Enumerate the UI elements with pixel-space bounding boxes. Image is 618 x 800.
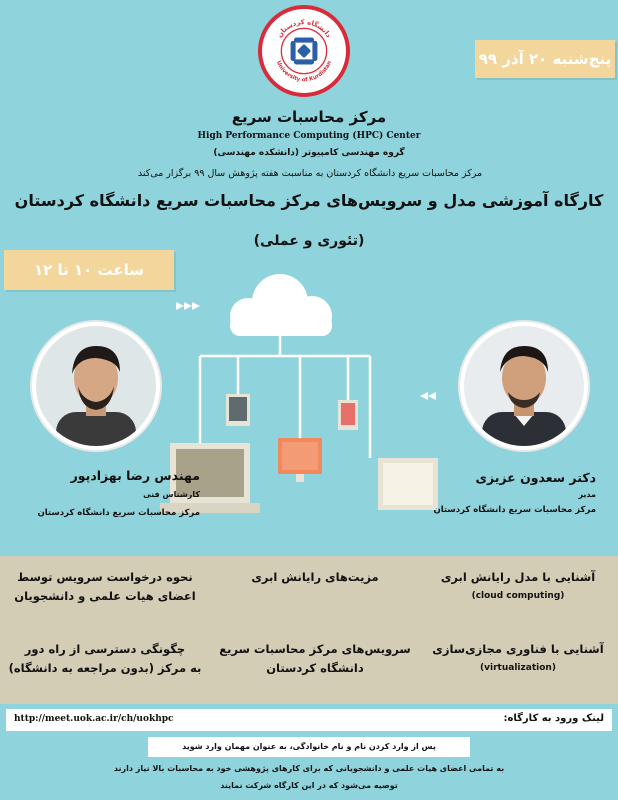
speaker-right-name: دکتر سعدون عزیزی [475, 470, 596, 485]
topic-services-line1: سرویس‌های مرکز محاسبات سریع [219, 642, 411, 656]
university-seal-icon [262, 9, 346, 93]
topics-panel [0, 556, 618, 704]
topic-advantages-label: مزیت‌های رایانش ابری [251, 570, 379, 584]
topic-virtualization-label: آشنایی با فناوری مجازی‌سازی [432, 642, 604, 656]
workshop-title: کارگاه آموزشی مدل و سرویس‌های مرکز محاسبات سریع دانشگاه کردستان [14, 191, 604, 210]
topic-virtualization [418, 640, 618, 678]
phone-icon [338, 400, 358, 430]
guest-login-note: پس از وارد کردن نام و نام خانوادگی، به عنوان مهمان وارد شوید [148, 737, 470, 757]
date-badge: پنج‌شنبه ۲۰ آذر ۹۹ [475, 40, 615, 78]
topic-cloud-en: (cloud computing) [471, 591, 565, 601]
department: گروه مهندسی کامپیوتر (دانشکده مهندسی) [213, 148, 405, 158]
person-icon [464, 326, 584, 446]
speaker-right-photo [460, 322, 588, 450]
topic-advantages [210, 568, 420, 587]
speaker-left-name: مهندس رضا بهزادپور [70, 468, 200, 483]
topic-virtualization-en: (virtualization) [480, 663, 556, 673]
speaker-left-photo [32, 322, 160, 450]
cloud-network-illustration [150, 268, 450, 548]
tablet-icon [226, 394, 250, 426]
center-name-english: High Performance Computing (HPC) Center [197, 131, 421, 141]
time-badge: ساعت ۱۰ تا ۱۲ [4, 250, 174, 290]
topic-cloud [418, 568, 618, 606]
link-label: لینک ورود به کارگاه: [503, 713, 604, 724]
person-icon [36, 326, 156, 446]
speaker-left-org: مرکز محاسبات سریع دانشگاه کردستان [37, 508, 200, 518]
topic-request-line1: نحوه درخواست سرویس توسط [17, 570, 193, 584]
link-bar [6, 709, 612, 731]
recommendation-line1: به تمامی اعضای هیات علمی و دانشجویانی که برای کارهای پژوهشی خود به محاسبات بالا نیاز دارند [113, 764, 505, 773]
intro-text: مرکز محاسبات سریع دانشگاه کردستان به مناسبت هفته پژوهش سال ۹۹ برگزار می‌کند [137, 168, 483, 179]
meeting-link[interactable]: http://meet.uok.ac.ir/ch/uokhpc [14, 714, 174, 724]
topic-request [0, 568, 210, 606]
monitor-icon [278, 438, 322, 482]
workshop-subtitle: (تئوری و عملی) [253, 233, 365, 249]
university-logo [258, 5, 350, 97]
topic-services-line2: دانشگاه کردستان [266, 661, 364, 675]
topic-services [210, 640, 420, 678]
center-name: مرکز محاسبات سریع [231, 108, 387, 126]
speaker-right-role: مدیر [578, 490, 596, 499]
topic-request-line2: اعضای هیات علمی و دانشجویان [14, 589, 196, 603]
topic-cloud-label: آشنایی با مدل رایانش ابری [440, 570, 596, 584]
topic-remote-line2: به مرکز (بدون مراجعه به دانشگاه) [8, 661, 202, 675]
cloud-icon [230, 274, 332, 336]
topic-remote-line1: چگونگی دسترسی از راه دور [24, 642, 186, 656]
topic-remote-access [0, 640, 210, 678]
logo-text-fa: دانشگاه کردستان [275, 18, 333, 40]
speaker-right-org: مرکز محاسبات سریع دانشگاه کردستان [433, 505, 596, 515]
speaker-left-role: کارشناس فنی [143, 490, 200, 499]
logo-text-en: University of Kurdistan [274, 60, 334, 84]
recommendation-line2: توصیه می‌شود که در این کارگاه شرکت نمایند [220, 781, 398, 790]
